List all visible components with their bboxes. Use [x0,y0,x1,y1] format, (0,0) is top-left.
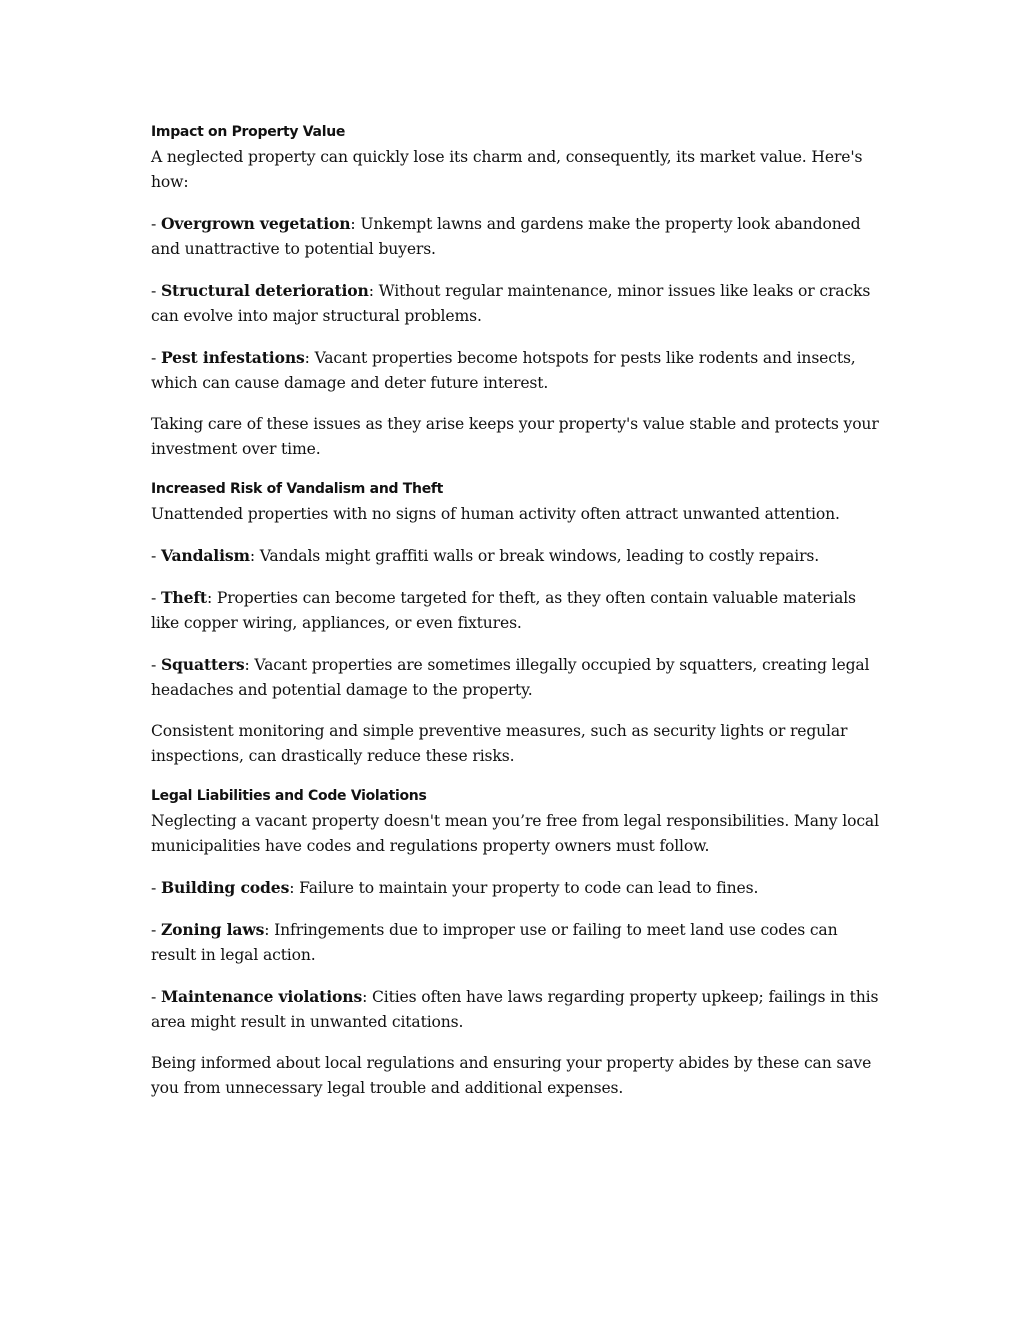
item-text: : Failure to maintain your property to code can lead to fines. [289,879,759,897]
item-term: Overgrown vegetation [160,214,351,233]
section-heading: Increased Risk of Vandalism and Theft [151,481,444,497]
list-item [151,652,879,703]
section-intro: A neglected property can quickly lose its charm and, consequently, its market value. Here's how: [151,148,863,191]
list-item [151,211,879,262]
item-term: Structural deterioration [160,281,369,300]
bullet-prefix: - [151,988,161,1006]
item-term: Squatters [160,655,245,674]
item-text: : Infringements due to improper use or failing to meet land use codes can result in legal action. [151,921,838,964]
bullet-prefix: - [151,547,161,565]
item-text: : Properties can become targeted for theft, as they often contain valuable materials like copper wiring, appliances, or even fixtures. [151,589,856,632]
item-text: : Cities often have laws regarding property upkeep; failings in this area might result in unwanted citations. [151,988,879,1031]
bullet-prefix: - [151,656,161,674]
document-page [151,121,879,1117]
item-text: : Without regular maintenance, minor issues like leaks or cracks can evolve into major structural problems. [151,282,871,325]
section-property-value [151,121,879,462]
bullet-prefix: - [151,215,161,233]
list-item [151,984,879,1035]
section-intro: Unattended properties with no signs of human activity often attract unwanted attention. [151,505,840,523]
item-text: : Vacant properties become hotspots for pests like rodents and insects, which can cause damage and deter future interest. [151,349,856,392]
list-item [151,345,879,396]
list-item [151,585,879,636]
section-closing: Being informed about local regulations and ensuring your property abides by these can save you from unnecessary legal trouble and additional expenses. [151,1054,872,1097]
item-term: Maintenance violations [160,987,363,1006]
bullet-prefix: - [151,921,161,939]
item-term: Building codes [160,878,290,897]
section-intro: Neglecting a vacant property doesn't mean you’re free from legal responsibilities. Many local municipalities have codes and regulations property owners must follow. [151,812,879,855]
section-legal-liabilities [151,785,879,1101]
bullet-prefix: - [151,589,161,607]
section-vandalism-theft [151,478,879,769]
item-term: Theft [160,588,207,607]
section-heading: Legal Liabilities and Code Violations [151,788,427,804]
list-item [151,278,879,329]
item-term: Pest infestations [160,348,305,367]
item-text: : Vandals might graffiti walls or break windows, leading to costly repairs. [249,547,820,565]
list-item [151,543,879,569]
item-text: : Vacant properties are sometimes illegally occupied by squatters, creating legal headaches and potential damage to the property. [151,656,870,699]
list-item [151,875,879,901]
list-item [151,917,879,968]
item-text: : Unkempt lawns and gardens make the property look abandoned and unattractive to potential buyers. [151,215,861,258]
section-closing: Taking care of these issues as they arise keeps your property's value stable and protects your investment over time. [151,415,879,458]
bullet-prefix: - [151,282,161,300]
section-closing: Consistent monitoring and simple preventive measures, such as security lights or regular inspections, can drastically reduce these risks. [151,722,848,765]
item-term: Zoning laws [160,920,265,939]
section-heading: Impact on Property Value [151,124,346,140]
bullet-prefix: - [151,349,161,367]
bullet-prefix: - [151,879,161,897]
item-term: Vandalism [160,546,250,565]
